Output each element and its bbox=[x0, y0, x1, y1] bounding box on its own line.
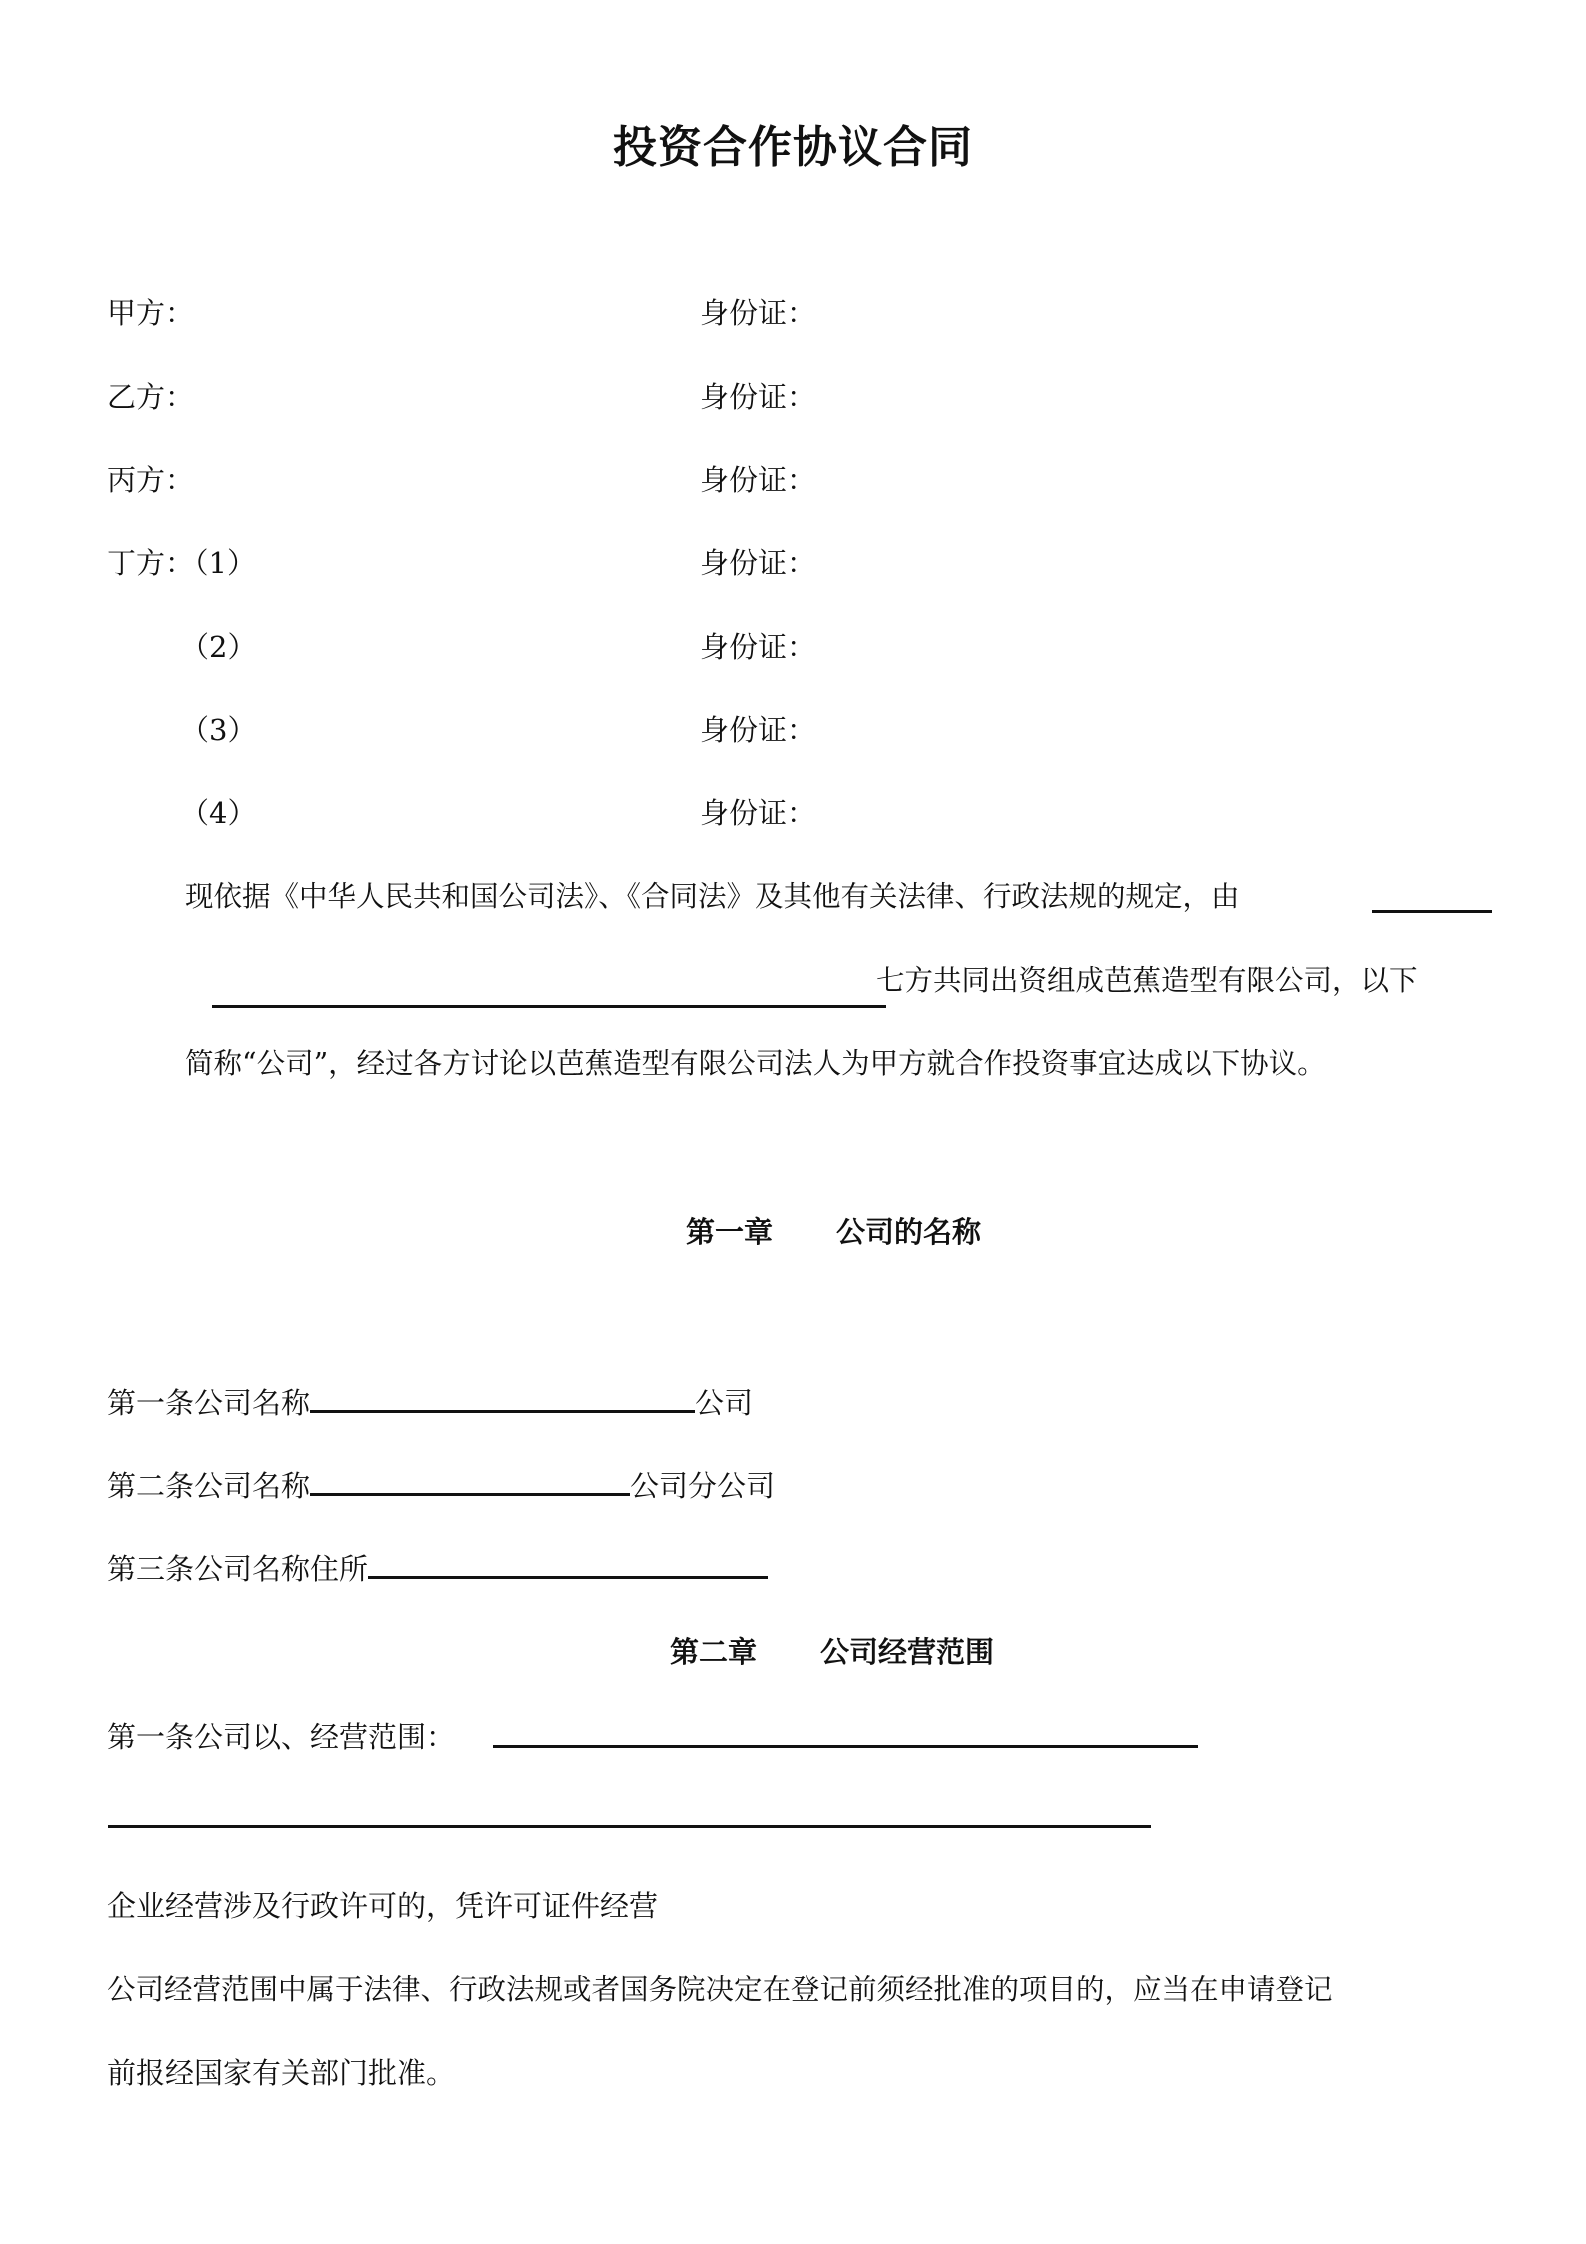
party-label: 丙方： bbox=[107, 463, 195, 497]
party-label: （3） bbox=[180, 713, 257, 747]
chapter-2-number: 第二章 bbox=[670, 1635, 758, 1669]
document-title: 投资合作协议合同 bbox=[613, 122, 973, 173]
scope-paragraph-2-line-1: 公司经营范围中属于法律、行政法规或者国务院决定在登记前须经批准的项目的，应当在申请登记 bbox=[107, 1973, 1333, 2006]
id-label: 身份证： bbox=[700, 546, 817, 580]
chapter-1-number: 第一章 bbox=[686, 1215, 774, 1249]
article-2 bbox=[107, 1467, 775, 1504]
preamble-line-2: 七方共同出资组成芭蕉造型有限公司，以下 bbox=[876, 964, 1418, 997]
preamble-line-3: 简称“公司”，经过各方讨论以芭蕉造型有限公司法人为甲方就合作投资事宜达成以下协议。 bbox=[185, 1047, 1326, 1080]
id-label: 身份证： bbox=[700, 713, 817, 747]
blank-line[interactable] bbox=[1372, 910, 1492, 913]
article-3-prefix: 第三条公司名称住所 bbox=[107, 1552, 369, 1586]
address-blank[interactable] bbox=[368, 1550, 768, 1579]
scope-article: 第一条公司以、经营范围： bbox=[107, 1720, 456, 1754]
article-2-suffix: 公司分公司 bbox=[630, 1469, 776, 1503]
article-1-suffix: 公司 bbox=[695, 1386, 754, 1420]
preamble-line-1: 现依据《中华人民共和国公司法》、《合同法》及其他有关法律、行政法规的规定，由 bbox=[185, 880, 1240, 913]
article-2-prefix: 第二条公司名称 bbox=[107, 1469, 311, 1503]
party-label: 丁方：（1） bbox=[107, 546, 256, 580]
company-name-blank[interactable] bbox=[310, 1384, 695, 1413]
party-label: 甲方： bbox=[107, 296, 195, 330]
party-label: （2） bbox=[180, 630, 257, 664]
article-1-prefix: 第一条公司名称 bbox=[107, 1386, 311, 1420]
id-label: 身份证： bbox=[700, 796, 817, 830]
party-label: 乙方： bbox=[107, 380, 195, 414]
id-label: 身份证： bbox=[700, 630, 817, 664]
id-label: 身份证： bbox=[700, 463, 817, 497]
scope-paragraph-1: 企业经营涉及行政许可的，凭许可证件经营 bbox=[107, 1889, 659, 1923]
blank-line[interactable] bbox=[212, 1005, 886, 1008]
article-3 bbox=[107, 1550, 768, 1587]
scope-blank-line-1[interactable] bbox=[493, 1745, 1198, 1748]
scope-paragraph-2-line-2: 前报经国家有关部门批准。 bbox=[107, 2056, 456, 2090]
id-label: 身份证： bbox=[700, 380, 817, 414]
scope-blank-line-2[interactable] bbox=[108, 1825, 1151, 1828]
branch-name-blank[interactable] bbox=[310, 1467, 630, 1496]
id-label: 身份证： bbox=[700, 296, 817, 330]
article-1 bbox=[107, 1384, 753, 1421]
party-label: （4） bbox=[180, 796, 257, 830]
chapter-1-title: 公司的名称 bbox=[836, 1215, 982, 1249]
chapter-2-title: 公司经营范围 bbox=[820, 1635, 995, 1669]
